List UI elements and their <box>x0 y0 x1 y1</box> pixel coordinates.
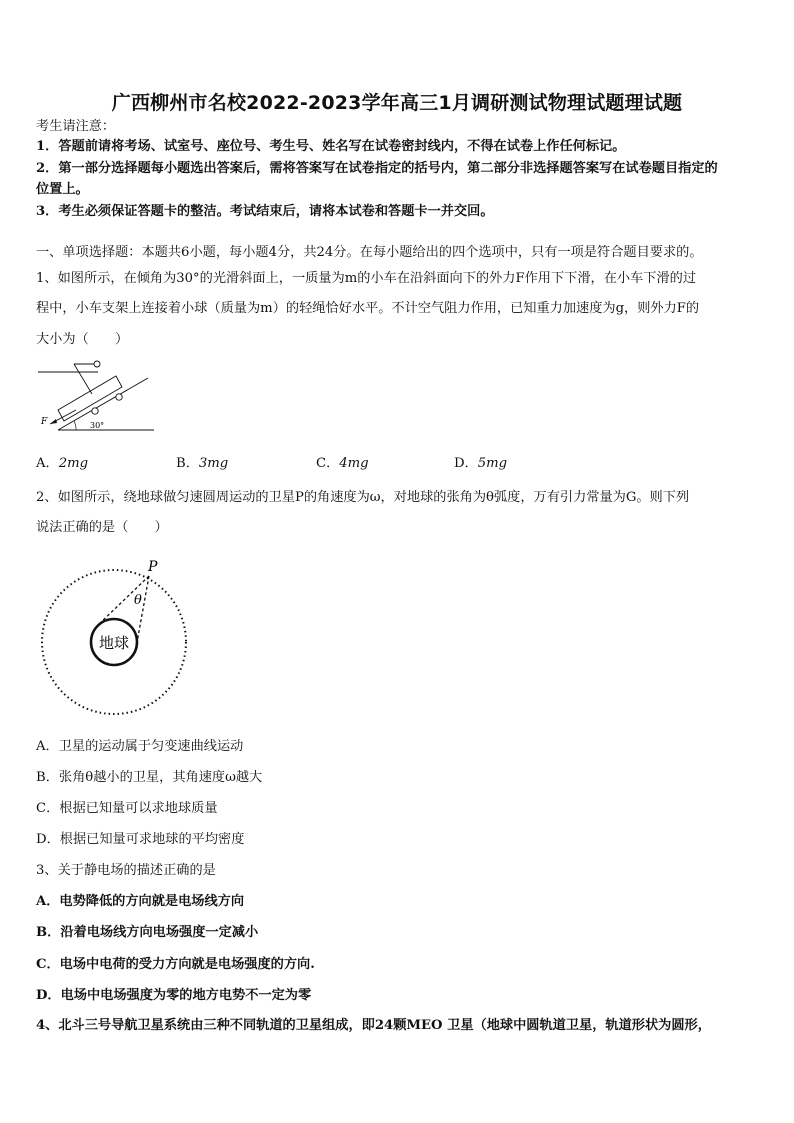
q1-option-c[interactable]: C．4mg <box>316 456 369 471</box>
q2-option-a[interactable]: A．卫星的运动属于匀变速曲线运动 <box>36 739 244 754</box>
force-arrowhead <box>50 419 57 424</box>
q3-option-b[interactable]: B．沿着电场线方向电场强度一定减小 <box>36 925 259 940</box>
satellite-label: P <box>148 559 158 575</box>
q1-stem-line: 1、如图所示，在倾角为30°的光滑斜面上，一质量为m的小车在沿斜面向下的外力F作用下下滑，在小车下滑的过 <box>36 271 697 286</box>
q2-option-b[interactable]: B．张角θ越小的卫星，其角速度ω越大 <box>36 770 263 785</box>
notice-item: 位置上。 <box>36 182 89 197</box>
q1-option-d[interactable]: D．5mg <box>454 456 508 471</box>
force-label: F <box>41 417 48 427</box>
ball <box>94 361 100 367</box>
notice-heading: 考生请注意： <box>36 119 116 134</box>
section-heading: 一、单项选择题：本题共6小题，每小题4分，共24分。在每小题给出的四个选项中，只有一项是符合题目要求的。 <box>36 245 703 260</box>
cart-wheel <box>92 408 98 414</box>
q1-option-a[interactable]: A．2mg <box>36 456 89 471</box>
q4-stem: 4、北斗三号导航卫星系统由三种不同轨道的卫星组成，即24颗MEO 卫星（地球中圆轨道卫星，轨道形状为圆形， <box>36 1018 711 1033</box>
q2-orbit-figure <box>36 556 196 722</box>
earth-label: 地球 <box>98 634 130 652</box>
q3-stem: 3、关于静电场的描述正确的是 <box>36 863 216 878</box>
q2-stem-line: 2、如图所示，绕地球做匀速圆周运动的卫星P的角速度为ω，对地球的张角为θ弧度，万有引力常量为G。则下列 <box>36 490 690 505</box>
q1-incline-figure <box>36 358 156 434</box>
notice-item: 1．答题前请将考场、试室号、座位号、考生号、姓名写在试卷密封线内，不得在试卷上作任何标记。 <box>36 139 626 154</box>
q3-option-a[interactable]: A．电势降低的方向就是电场线方向 <box>36 894 245 909</box>
notice-item: 3．考生必须保证答题卡的整洁。考试结束后，请将本试卷和答题卡一并交回。 <box>36 204 494 219</box>
cart-support <box>74 364 92 394</box>
q1-option-b[interactable]: B．3mg <box>176 456 229 471</box>
tangent-line <box>136 576 149 648</box>
q1-stem-line: 大小为（ ） <box>36 332 129 347</box>
q2-option-c[interactable]: C．根据已知量可以求地球质量 <box>36 801 218 816</box>
angle-label: 30° <box>90 421 105 430</box>
angle-label: θ <box>134 593 142 608</box>
angle-arc <box>74 421 76 430</box>
notice-item: 2．第一部分选择题每小题选出答案后，需将答案写在试卷指定的括号内，第二部分非选择题答案写在试卷题目指定的 <box>36 161 718 176</box>
q1-stem-line: 程中，小车支架上连接着小球（质量为m）的轻绳恰好水平。不计空气阻力作用，已知重力加速度为g，则外力F的 <box>36 301 700 316</box>
q3-option-c[interactable]: C．电场中电荷的受力方向就是电场强度的方向. <box>36 957 315 972</box>
q1-options <box>36 452 758 470</box>
q2-stem-line: 说法正确的是（ ） <box>36 520 168 535</box>
q2-option-d[interactable]: D．根据已知量可求地球的平均密度 <box>36 832 245 847</box>
cart-wheel <box>116 394 122 400</box>
q3-option-d[interactable]: D．电场中电场强度为零的地方电势不一定为零 <box>36 988 312 1003</box>
page-title: 广西柳州市名校2022-2023学年高三1月调研测试物理试题理试题 <box>111 92 683 114</box>
